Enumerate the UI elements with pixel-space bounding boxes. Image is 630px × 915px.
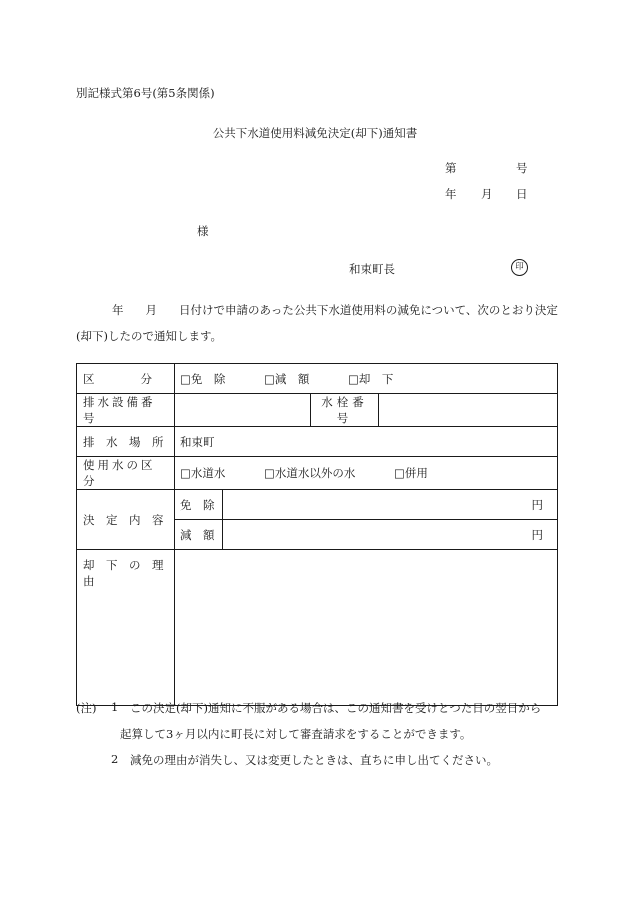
number-dai-label: 第 [445,161,457,175]
number-go-label: 号 [516,161,528,175]
equipment-row [77,394,558,427]
location-value[interactable]: 和束町 [175,427,558,457]
document-title: 公共下水道使用料減免決定(却下)通知書 [212,126,418,140]
category-label: 区 分 [77,364,175,394]
tap-no-label: 水栓番号 [311,394,379,427]
rejection-reason[interactable] [175,550,558,706]
note-1-line1: この決定(却下)通知に不服がある場合は、この通知書を受けとつた日の翌日から [130,701,542,715]
category-options [175,364,558,394]
notes-prefix: (注) [76,701,97,715]
equipment-no-label: 排水設備番号 [77,394,175,427]
option-combined[interactable]: □併用 [394,466,428,480]
exemption-row [77,490,558,520]
category-row [77,364,558,394]
date-year-label: 年 [445,187,457,201]
note-1-line2: 起算して3ヶ月以内に町長に対して審査請求をすることができます。 [120,727,472,741]
location-label: 排 水 場 所 [77,427,175,457]
note-1-number: 1 [111,700,119,714]
option-tap-water[interactable]: □水道水 [180,466,226,480]
exemption-label: 免 除 [175,490,223,520]
exemption-yen: 円 [531,497,543,512]
water-type-options [175,457,558,490]
date-month-label: 月 [481,187,493,201]
body-rest: 日付けで申請のあった公共下水道使用料の減免について、次のとおり決定(却下)したので通知します。 [76,303,558,343]
option-reduction[interactable]: □減 額 [264,371,310,386]
note-2-number: 2 [111,752,119,766]
option-rejection[interactable]: □却 下 [348,371,394,386]
decision-label: 決 定 内 容 [77,490,175,550]
rejection-label: 却 下 の 理 由 [77,550,175,706]
form-reference: 別記様式第6号(第5条関係) [76,86,215,100]
issuer-name: 和束町長 [349,262,395,276]
location-row [77,427,558,457]
date-day-label: 日 [516,187,528,201]
reduction-yen: 円 [531,527,543,542]
reduction-label: 減 額 [175,520,223,550]
reduction-amount[interactable] [223,520,558,550]
decision-table [76,363,558,706]
body-month: 月 [145,303,157,317]
water-type-label: 使用水の区分 [77,457,175,490]
tap-no-value[interactable] [379,394,558,427]
addressee-suffix: 様 [197,224,209,238]
equipment-no-value[interactable] [175,394,311,427]
exemption-amount[interactable] [223,490,558,520]
body-year: 年 [112,303,124,317]
water-type-row [77,457,558,490]
rejection-row [77,550,558,706]
seal-icon: 印 [511,259,528,276]
option-exemption[interactable]: □免 除 [180,371,226,386]
option-non-tap-water[interactable]: □水道水以外の水 [264,466,356,480]
note-2-line1: 減免の理由が消失し、又は変更したときは、直ちに申し出てください。 [130,753,498,767]
body-text [76,297,566,349]
